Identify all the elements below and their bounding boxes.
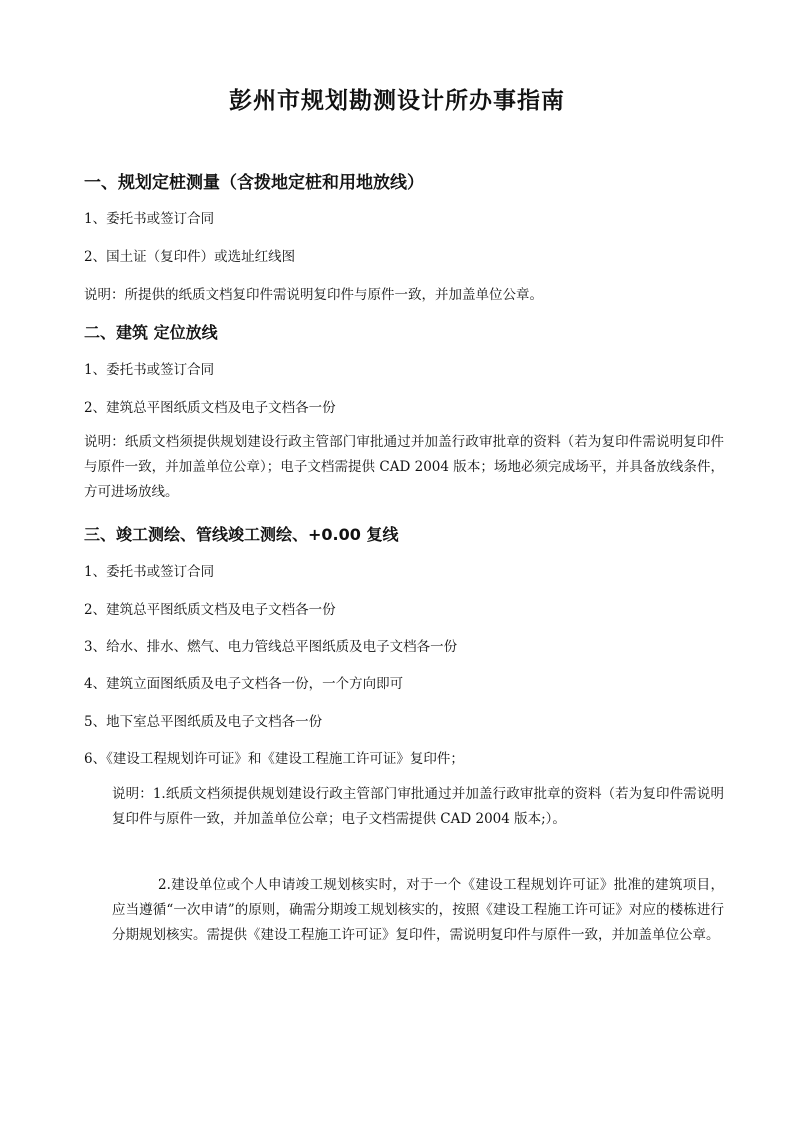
list-item: 3、给水、排水、燃气、电力管线总平图纸质及电子文档各一份 (84, 639, 458, 655)
section-heading: 二、建筑 定位放线 (84, 323, 218, 342)
note-text: 说明：所提供的纸质文档复印件需说明复印件与原件一致，并加盖单位公章。 (84, 287, 543, 303)
section-heading: 一、规划定桩测量（含拨地定桩和用地放线） (84, 173, 424, 193)
list-item: 1、委托书或签订合同 (84, 564, 215, 580)
list-item: 6、《建设工程规划许可证》和《建设工程施工许可证》复印件； (84, 751, 464, 767)
note-paragraph: 说明：1.纸质文档须提供规划建设行政主管部门审批通过并加盖行政审批章的资料（若为复印件需说明复印件与原件一致，并加盖单位公章；电子文档需提供 CAD 2004 版本;）。 (112, 786, 724, 827)
note-paragraph: 说明：纸质文档须提供规划建设行政主管部门审批通过并加盖行政审批章的资料（若为复印件需说明复印件与原件一致，并加盖单位公章）；电子文档需提供 CAD 2004 版本；场地必须完成场平，并具备放线条件，方可进场放线。 (84, 434, 724, 500)
list-item: 4、建筑立面图纸质及电子文档各一份，一个方向即可 (84, 676, 404, 692)
note-paragraph: 2.建设单位或个人申请竣工规划核实时，对于一个《建设工程规划许可证》批准的建筑项目，应当遵循“一次申请”的原则，确需分期竣工规划核实的，按照《建设工程施工许可证》对应的楼栋进行分期规划核实。需提供《建设工程施工许可证》复印件，需说明复印件与原件一致，并加盖单位公章。 (112, 877, 724, 943)
list-item: 2、建筑总平图纸质文档及电子文档各一份 (84, 602, 336, 618)
list-item: 1、委托书或签订合同 (84, 362, 215, 378)
section-heading: 三、竣工测绘、管线竣工测绘、+0.00 复线 (84, 525, 399, 544)
page-title: 彭州市规划勘测设计所办事指南 (229, 88, 565, 114)
list-item: 2、国土证（复印件）或选址红线图 (84, 249, 296, 265)
list-item: 5、地下室总平图纸质及电子文档各一份 (84, 714, 323, 730)
list-item: 1、委托书或签订合同 (84, 211, 215, 227)
list-item: 2、建筑总平图纸质文档及电子文档各一份 (84, 400, 336, 416)
